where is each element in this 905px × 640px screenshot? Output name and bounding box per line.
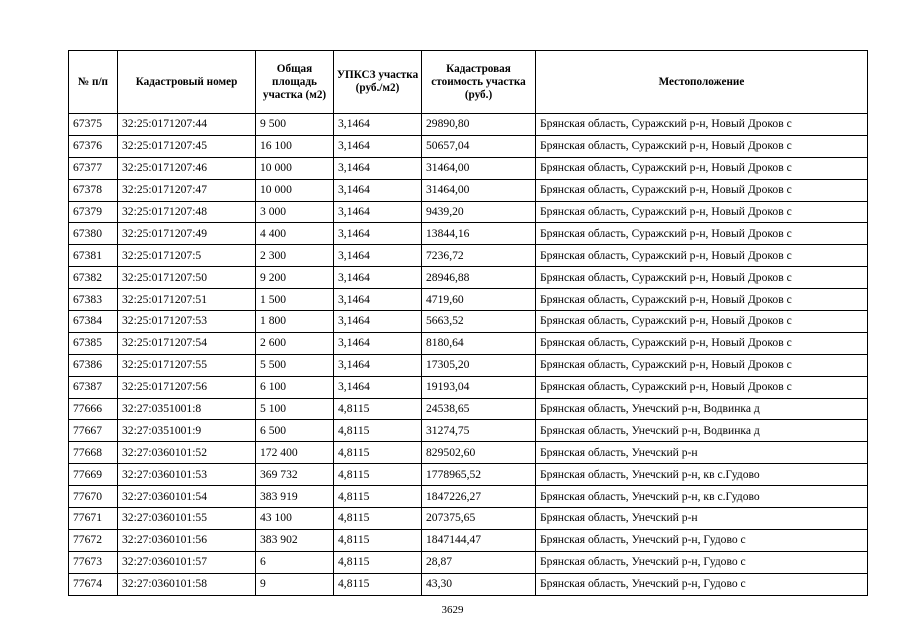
cell-upksz: 3,1464	[334, 311, 422, 333]
table-row	[69, 311, 868, 333]
table-row	[69, 179, 868, 201]
cell-upksz: 3,1464	[334, 114, 422, 136]
cell-cadastral-number: 32:25:0171207:51	[118, 289, 256, 311]
cell-area: 1 800	[256, 311, 334, 333]
cell-cadastral-number: 32:27:0360101:52	[118, 442, 256, 464]
cell-cadastral-number: 32:25:0171207:46	[118, 157, 256, 179]
cell-cadastral-number: 32:27:0351001:8	[118, 398, 256, 420]
header-cadastral-value: Кадастровая стоимость участка (руб.)	[422, 51, 536, 114]
cell-cadastral-value: 31464,00	[422, 157, 536, 179]
cell-location: Брянская область, Унечский р-н, Гудово с	[536, 551, 868, 573]
cell-area: 16 100	[256, 135, 334, 157]
table-row	[69, 223, 868, 245]
cell-cadastral-number: 32:25:0171207:48	[118, 201, 256, 223]
cell-cadastral-value: 4719,60	[422, 289, 536, 311]
cell-area: 9 500	[256, 114, 334, 136]
table-row	[69, 201, 868, 223]
table-row	[69, 267, 868, 289]
cell-cadastral-value: 1847226,27	[422, 486, 536, 508]
cell-cadastral-number: 32:27:0360101:55	[118, 508, 256, 530]
table-row	[69, 354, 868, 376]
cell-cadastral-value: 31274,75	[422, 420, 536, 442]
cell-cadastral-value: 28,87	[422, 551, 536, 573]
cell-number: 77669	[69, 464, 118, 486]
cell-number: 77672	[69, 529, 118, 551]
cell-upksz: 3,1464	[334, 245, 422, 267]
cell-cadastral-value: 13844,16	[422, 223, 536, 245]
cell-number: 67380	[69, 223, 118, 245]
cell-location: Брянская область, Суражский р-н, Новый Дроков с	[536, 114, 868, 136]
cell-cadastral-value: 28946,88	[422, 267, 536, 289]
header-number: № п/п	[69, 51, 118, 114]
table-row	[69, 289, 868, 311]
cell-upksz: 4,8115	[334, 420, 422, 442]
cell-cadastral-number: 32:27:0351001:9	[118, 420, 256, 442]
cell-number: 67386	[69, 354, 118, 376]
cell-number: 67383	[69, 289, 118, 311]
table-row	[69, 420, 868, 442]
cell-location: Брянская область, Суражский р-н, Новый Дроков с	[536, 179, 868, 201]
cell-number: 67378	[69, 179, 118, 201]
cell-area: 5 500	[256, 354, 334, 376]
table-body	[69, 114, 868, 596]
cell-upksz: 4,8115	[334, 551, 422, 573]
header-cadastral-number: Кадастровый номер	[118, 51, 256, 114]
cell-cadastral-value: 1778965,52	[422, 464, 536, 486]
cell-cadastral-value: 17305,20	[422, 354, 536, 376]
cell-upksz: 3,1464	[334, 332, 422, 354]
cell-number: 67376	[69, 135, 118, 157]
cell-location: Брянская область, Унечский р-н, кв с.Гудово	[536, 464, 868, 486]
table-row	[69, 157, 868, 179]
cell-location: Брянская область, Унечский р-н, кв с.Гудово	[536, 486, 868, 508]
cell-area: 2 300	[256, 245, 334, 267]
header-upksz: УПКСЗ участка (руб./м2)	[334, 51, 422, 114]
cell-upksz: 4,8115	[334, 398, 422, 420]
cell-cadastral-value: 19193,04	[422, 376, 536, 398]
cell-location: Брянская область, Унечский р-н	[536, 508, 868, 530]
table-row	[69, 529, 868, 551]
cell-location: Брянская область, Унечский р-н, Водвинка д	[536, 420, 868, 442]
cell-area: 6 100	[256, 376, 334, 398]
cell-cadastral-number: 32:25:0171207:49	[118, 223, 256, 245]
cell-cadastral-value: 31464,00	[422, 179, 536, 201]
cell-number: 67381	[69, 245, 118, 267]
cell-location: Брянская область, Суражский р-н, Новый Дроков с	[536, 201, 868, 223]
cell-cadastral-number: 32:25:0171207:50	[118, 267, 256, 289]
cell-location: Брянская область, Суражский р-н, Новый Дроков с	[536, 157, 868, 179]
cell-cadastral-value: 29890,80	[422, 114, 536, 136]
cell-area: 10 000	[256, 179, 334, 201]
cell-cadastral-value: 1847144,47	[422, 529, 536, 551]
cell-cadastral-number: 32:27:0360101:56	[118, 529, 256, 551]
cell-area: 369 732	[256, 464, 334, 486]
cell-number: 77668	[69, 442, 118, 464]
cell-cadastral-number: 32:25:0171207:53	[118, 311, 256, 333]
cell-cadastral-value: 24538,65	[422, 398, 536, 420]
cell-upksz: 4,8115	[334, 464, 422, 486]
cell-number: 67379	[69, 201, 118, 223]
table-row	[69, 245, 868, 267]
cell-cadastral-value: 7236,72	[422, 245, 536, 267]
cell-upksz: 4,8115	[334, 573, 422, 595]
cell-cadastral-number: 32:25:0171207:5	[118, 245, 256, 267]
cell-cadastral-value: 207375,65	[422, 508, 536, 530]
cell-upksz: 3,1464	[334, 223, 422, 245]
cell-area: 9 200	[256, 267, 334, 289]
table-row	[69, 135, 868, 157]
cell-location: Брянская область, Суражский р-н, Новый Дроков с	[536, 332, 868, 354]
table-header-row	[69, 51, 868, 114]
table-row	[69, 508, 868, 530]
cell-cadastral-value: 5663,52	[422, 311, 536, 333]
table-row	[69, 332, 868, 354]
cell-cadastral-number: 32:25:0171207:54	[118, 332, 256, 354]
table-row	[69, 442, 868, 464]
cell-area: 2 600	[256, 332, 334, 354]
cell-area: 5 100	[256, 398, 334, 420]
table-row	[69, 551, 868, 573]
cell-location: Брянская область, Суражский р-н, Новый Дроков с	[536, 289, 868, 311]
cell-cadastral-number: 32:27:0360101:58	[118, 573, 256, 595]
cell-area: 1 500	[256, 289, 334, 311]
cell-cadastral-number: 32:27:0360101:53	[118, 464, 256, 486]
cell-upksz: 4,8115	[334, 486, 422, 508]
cell-upksz: 3,1464	[334, 289, 422, 311]
cell-cadastral-number: 32:25:0171207:45	[118, 135, 256, 157]
cell-number: 77671	[69, 508, 118, 530]
page-number: 3629	[441, 604, 464, 616]
cell-number: 67382	[69, 267, 118, 289]
cell-area: 383 919	[256, 486, 334, 508]
cell-cadastral-value: 829502,60	[422, 442, 536, 464]
cell-upksz: 3,1464	[334, 135, 422, 157]
cell-number: 67384	[69, 311, 118, 333]
cell-number: 77666	[69, 398, 118, 420]
cell-cadastral-number: 32:25:0171207:44	[118, 114, 256, 136]
cell-area: 6	[256, 551, 334, 573]
cell-location: Брянская область, Унечский р-н	[536, 442, 868, 464]
cell-area: 9	[256, 573, 334, 595]
cell-number: 67375	[69, 114, 118, 136]
cell-location: Брянская область, Суражский р-н, Новый Дроков с	[536, 245, 868, 267]
cell-number: 67385	[69, 332, 118, 354]
cell-cadastral-number: 32:27:0360101:57	[118, 551, 256, 573]
cell-area: 383 902	[256, 529, 334, 551]
cell-area: 43 100	[256, 508, 334, 530]
table-row	[69, 398, 868, 420]
table-row	[69, 464, 868, 486]
cell-number: 77667	[69, 420, 118, 442]
cell-area: 172 400	[256, 442, 334, 464]
cell-location: Брянская область, Унечский р-н, Водвинка д	[536, 398, 868, 420]
cell-area: 3 000	[256, 201, 334, 223]
table-row	[69, 114, 868, 136]
cell-number: 77674	[69, 573, 118, 595]
cell-cadastral-value: 50657,04	[422, 135, 536, 157]
cell-cadastral-value: 9439,20	[422, 201, 536, 223]
cell-cadastral-value: 8180,64	[422, 332, 536, 354]
cell-location: Брянская область, Суражский р-н, Новый Дроков с	[536, 354, 868, 376]
cell-location: Брянская область, Суражский р-н, Новый Дроков с	[536, 135, 868, 157]
cell-location: Брянская область, Суражский р-н, Новый Дроков с	[536, 376, 868, 398]
cell-cadastral-number: 32:25:0171207:47	[118, 179, 256, 201]
cell-area: 6 500	[256, 420, 334, 442]
table-row	[69, 376, 868, 398]
cell-upksz: 3,1464	[334, 201, 422, 223]
cell-number: 77673	[69, 551, 118, 573]
cell-number: 77670	[69, 486, 118, 508]
cell-number: 67377	[69, 157, 118, 179]
cell-location: Брянская область, Суражский р-н, Новый Дроков с	[536, 311, 868, 333]
cell-cadastral-number: 32:25:0171207:55	[118, 354, 256, 376]
cell-upksz: 4,8115	[334, 508, 422, 530]
cadastral-table	[68, 50, 868, 596]
cell-area: 4 400	[256, 223, 334, 245]
cell-area: 10 000	[256, 157, 334, 179]
cell-upksz: 3,1464	[334, 179, 422, 201]
cell-location: Брянская область, Суражский р-н, Новый Дроков с	[536, 223, 868, 245]
cell-upksz: 3,1464	[334, 376, 422, 398]
cell-upksz: 4,8115	[334, 442, 422, 464]
cell-upksz: 3,1464	[334, 354, 422, 376]
cell-upksz: 3,1464	[334, 157, 422, 179]
cell-upksz: 4,8115	[334, 529, 422, 551]
table-row	[69, 486, 868, 508]
cell-location: Брянская область, Унечский р-н, Гудово с	[536, 573, 868, 595]
cell-location: Брянская область, Унечский р-н, Гудово с	[536, 529, 868, 551]
header-area: Общая площадь участка (м2)	[256, 51, 334, 114]
cell-cadastral-number: 32:27:0360101:54	[118, 486, 256, 508]
cell-cadastral-value: 43,30	[422, 573, 536, 595]
header-location: Местоположение	[536, 51, 868, 114]
cell-number: 67387	[69, 376, 118, 398]
cell-cadastral-number: 32:25:0171207:56	[118, 376, 256, 398]
cell-location: Брянская область, Суражский р-н, Новый Дроков с	[536, 267, 868, 289]
table-row	[69, 573, 868, 595]
cell-upksz: 3,1464	[334, 267, 422, 289]
